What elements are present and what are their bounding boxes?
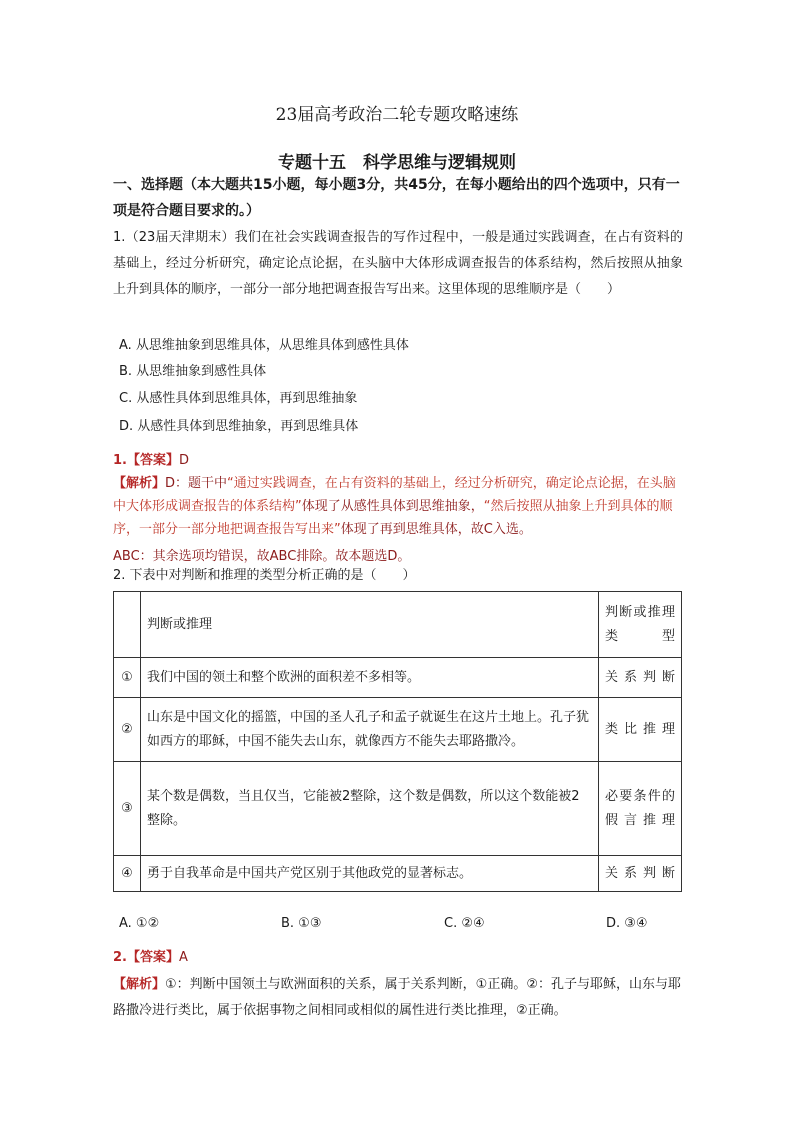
section-heading: 一、选择题（本大题共15小题，每小题3分，共45分，在每小题给出的四个选项中，只有一项是符合题目要求的。） bbox=[113, 177, 680, 219]
row-content: 我们中国的领土和整个欧洲的面积差不多相等。 bbox=[141, 658, 599, 698]
answer-label: 2.【答案】 bbox=[113, 950, 179, 965]
question-1-stem: 1.（23届天津期末）我们在社会实践调查报告的写作过程中，一般是通过实践调查，在占有资料的基础上，经过分析研究，确定论点论据，在头脑中大体形成调查报告的体系结构，然后按照从抽象上升到具体的顺序，一部分一部分地把调查报告写出来。这里体现的思维顺序是（ ） bbox=[113, 230, 683, 297]
question-1-analysis-line2: ABC：其余选项均错误，故ABC排除。故本题选D。 bbox=[113, 549, 411, 564]
row-type: 类比推理 bbox=[599, 698, 682, 762]
table-header-row bbox=[114, 592, 682, 658]
question-2-table bbox=[113, 591, 682, 892]
question-2-choice-c: C. ②④ bbox=[444, 916, 485, 931]
question-1-option-b: B. 从思维抽象到感性具体 bbox=[119, 364, 267, 379]
table-row bbox=[114, 856, 682, 892]
row-content: 山东是中国文化的摇篮，中国的圣人孔子和孟子就诞生在这片土地上。孔子犹如西方的耶稣，中国不能失去山东，就像西方不能失去耶路撒冷。 bbox=[141, 698, 599, 762]
question-2-analysis: 【解析】①：判断中国领土与欧洲面积的关系，属于关系判断，①正确。②：孔子与耶稣，山东与耶路撒冷进行类比，属于依据事物之间相同或相似的属性进行类比推理，②正确。 bbox=[113, 977, 681, 1018]
row-type: 关系判断 bbox=[599, 658, 682, 698]
table-header-num bbox=[114, 592, 141, 658]
table-row bbox=[114, 698, 682, 762]
row-number: ④ bbox=[114, 856, 141, 892]
question-2-answer bbox=[113, 946, 683, 969]
table-header-type: 判断或推理类型 bbox=[599, 592, 682, 658]
row-content: 勇于自我革命是中国共产党区别于其他政党的显著标志。 bbox=[141, 856, 599, 892]
row-type: 关系判断 bbox=[599, 856, 682, 892]
table-row bbox=[114, 762, 682, 856]
question-2-choice-b: B. ①③ bbox=[281, 916, 322, 931]
question-2-choice-a: A. ①② bbox=[119, 916, 160, 931]
question-1-option-d: D. 从感性具体到思维抽象，再到思维具体 bbox=[119, 419, 359, 434]
question-2-stem: 2. 下表中对判断和推理的类型分析正确的是（ ） bbox=[113, 568, 416, 583]
question-1-option-c: C. 从感性具体到思维具体，再到思维抽象 bbox=[119, 391, 358, 406]
row-number: ① bbox=[114, 658, 141, 698]
row-content: 某个数是偶数，当且仅当，它能被2整除，这个数是偶数，所以这个数能被2整除。 bbox=[141, 762, 599, 856]
question-1-analysis: 【解析】D：题干中“通过实践调查，在占有资料的基础上，经过分析研究，确定论点论据，在头脑中大体形成调查报告的体系结构”体现了从感性具体到思维抽象，“然后按照从抽象上升到具体的顺序，一部分一部分地把调查报告写出来”体现了再到思维具体，故C入选。 bbox=[113, 476, 676, 537]
analysis-label: 【解析】 bbox=[113, 476, 166, 491]
document-title: 23届高考政治二轮专题攻略速练 bbox=[275, 105, 519, 125]
table-row bbox=[114, 658, 682, 698]
question-2-choice-d: D. ③④ bbox=[606, 916, 648, 931]
answer-value: D bbox=[178, 453, 189, 468]
table-header-content: 判断或推理 bbox=[141, 592, 599, 658]
answer-label: 1.【答案】 bbox=[113, 453, 179, 468]
question-1-option-a: A. 从思维抽象到思维具体，从思维具体到感性具体 bbox=[119, 338, 409, 353]
topic-title: 专题十五 科学思维与逻辑规则 bbox=[278, 153, 516, 173]
analysis-label: 【解析】 bbox=[113, 977, 166, 992]
question-1-answer bbox=[113, 449, 683, 472]
row-type: 必要条件的假言推理 bbox=[599, 762, 682, 856]
answer-value: A bbox=[178, 950, 188, 965]
row-number: ③ bbox=[114, 762, 141, 856]
row-number: ② bbox=[114, 698, 141, 762]
